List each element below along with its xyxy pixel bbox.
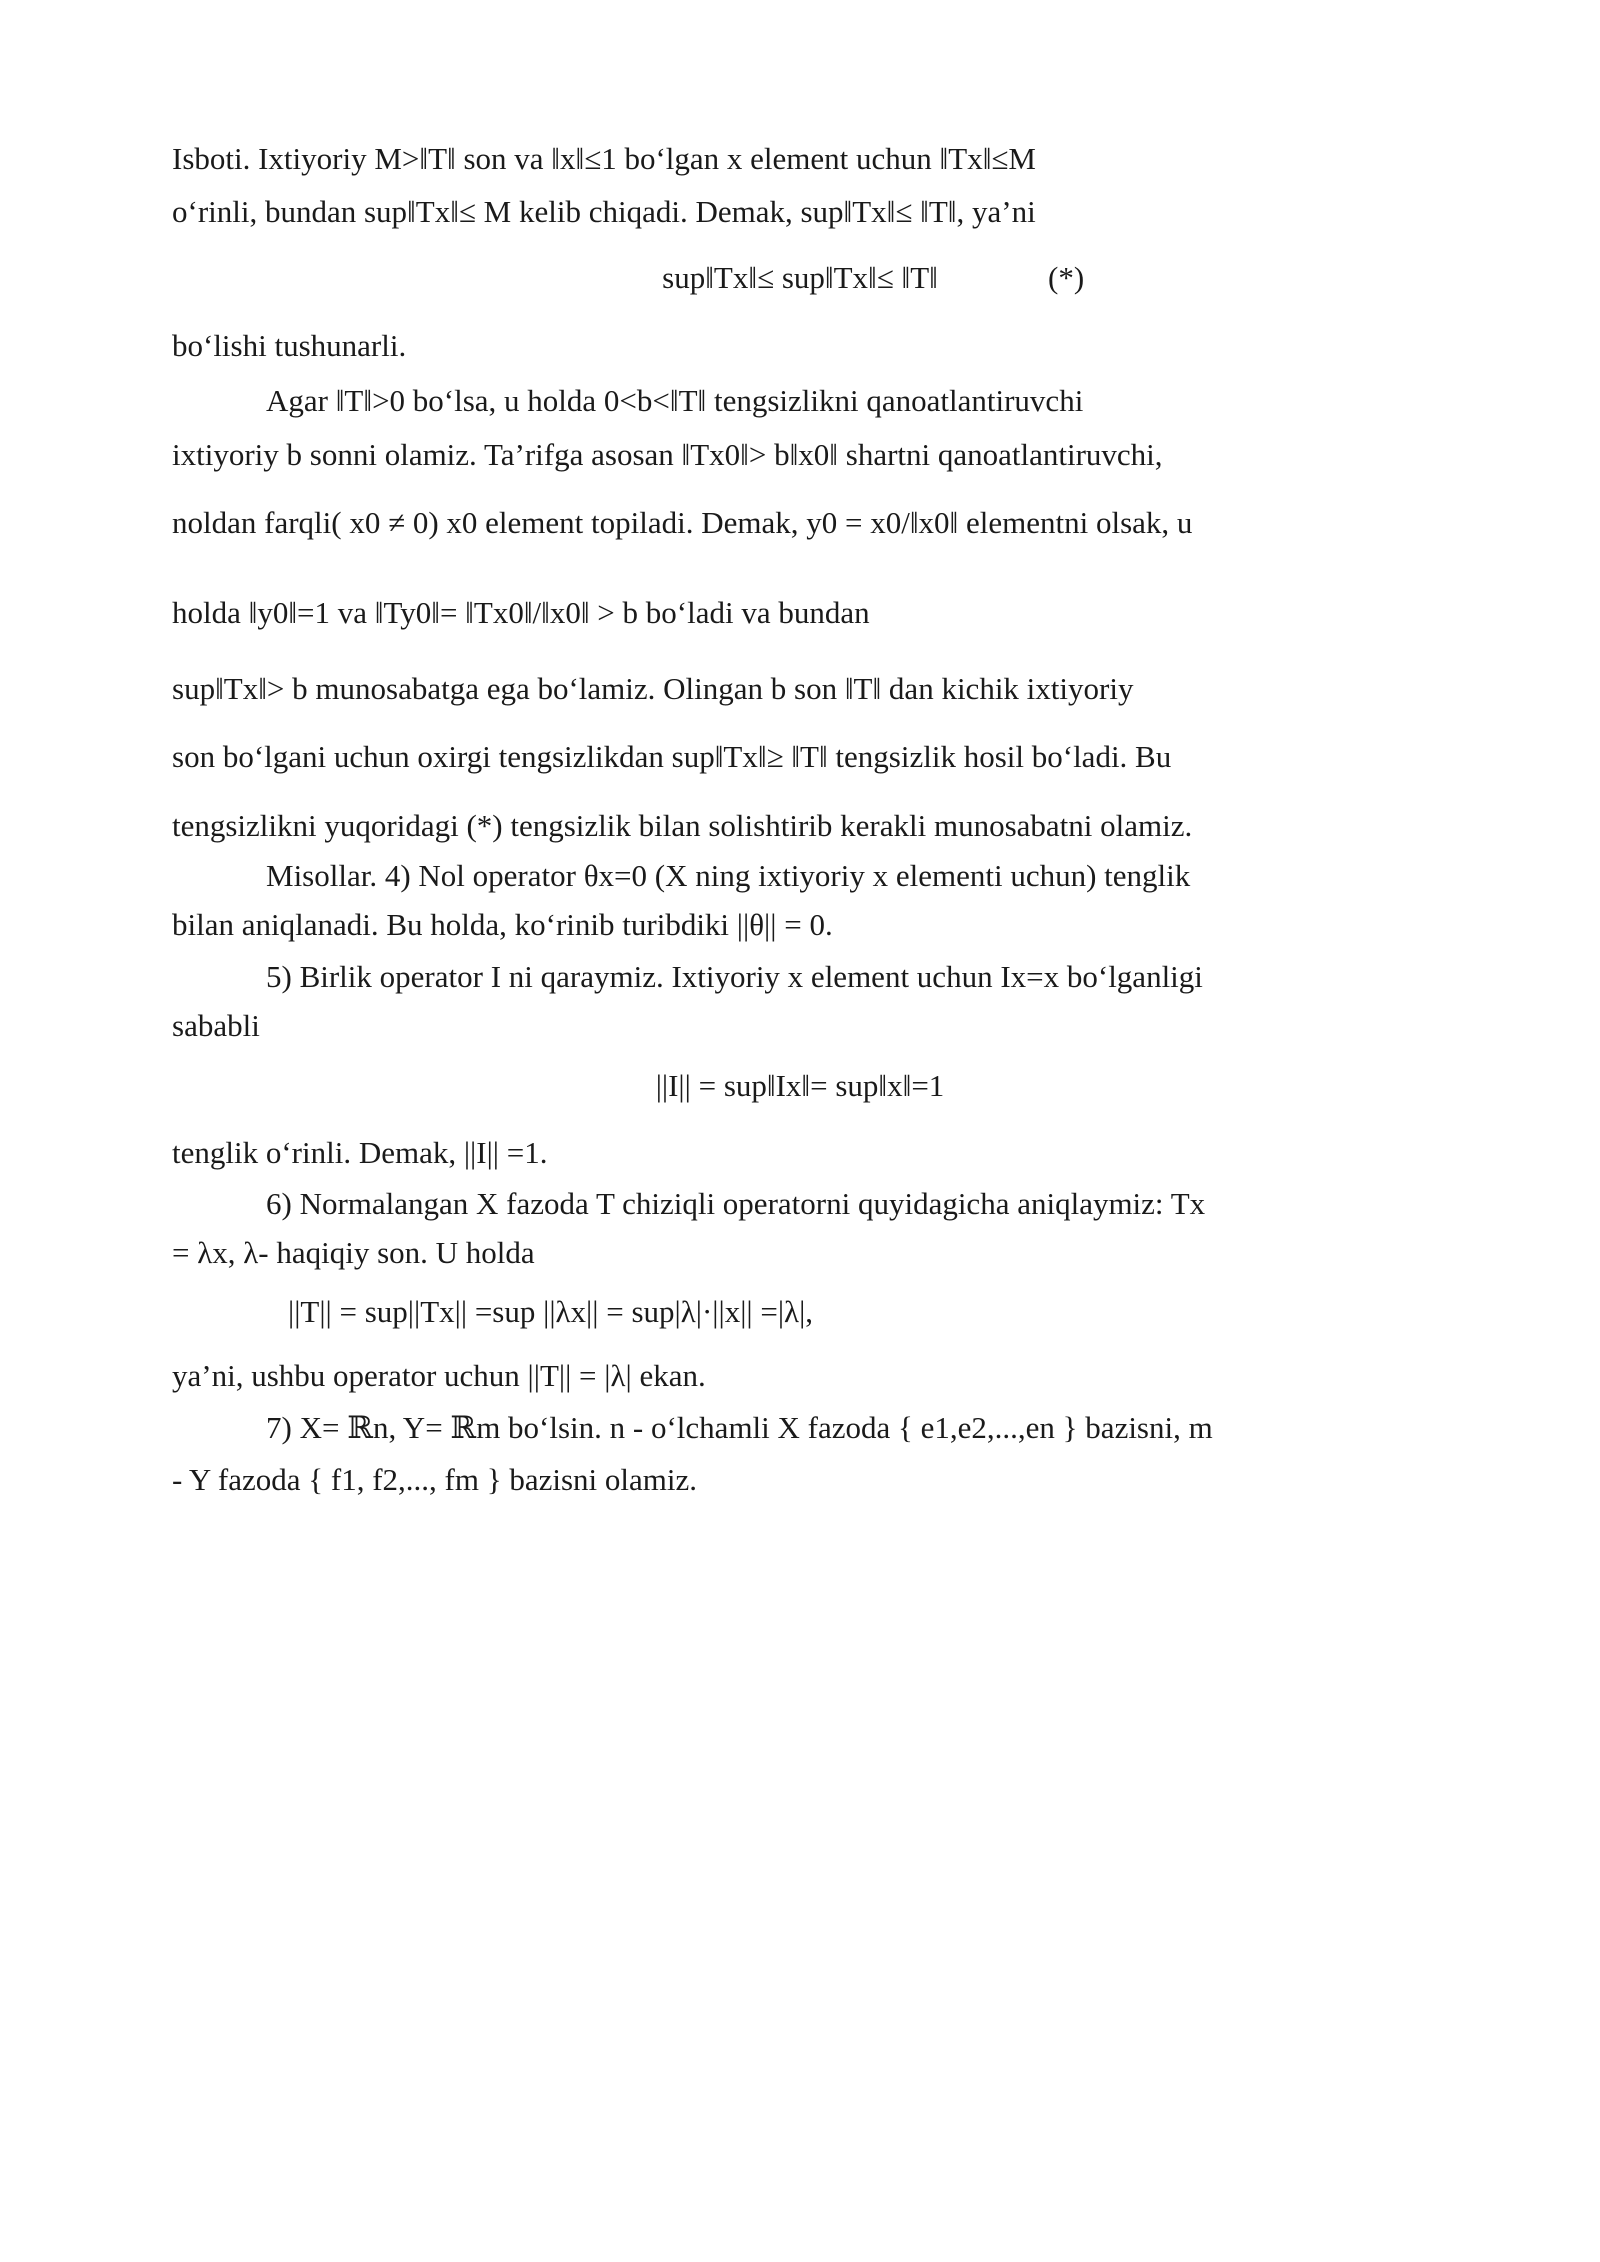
line-10: tengsizlikni yuqoridagi (*) tengsizlik bilan solishtirib kerakli munosabatni olamiz. bbox=[172, 808, 1193, 843]
line-20: - Y fazoda { f1, f2,..., fm } bazisni olamiz. bbox=[172, 1462, 698, 1497]
equation-star-body: sup‖Tx‖≤ sup‖Tx‖≤ ‖T‖ bbox=[662, 260, 938, 295]
line-7: holda ‖y0‖=1 va ‖Ty0‖= ‖Tx0‖/‖x0‖ > b bo‘ladi va bundan bbox=[172, 595, 870, 630]
line-19: 7) X= ℝn, Y= ℝm bo‘lsin. n - o‘lchamli X fazoda { e1,e2,...,en } bazisni, m bbox=[266, 1410, 1213, 1445]
equation-lambda-norm: ||T|| = sup||Tx|| =sup ||λx|| = sup|λ|·||x|| =|λ|, bbox=[288, 1294, 814, 1329]
line-12: bilan aniqlanadi. Bu holda, ko‘rinib turibdiki ||θ|| = 0. bbox=[172, 907, 833, 942]
equation-star-number: (*) bbox=[1048, 260, 1085, 295]
line-11: Misollar. 4) Nol operator θx=0 (X ning ixtiyoriy x elementi uchun) tenglik bbox=[266, 858, 1191, 893]
line-2: o‘rinli, bundan sup‖Tx‖≤ M kelib chiqadi. Demak, sup‖Tx‖≤ ‖T‖, ya’ni bbox=[172, 194, 1036, 229]
line-5: ixtiyoriy b sonni olamiz. Ta’rifga asosan ‖Tx0‖> b‖x0‖ shartni qanoatlantiruvchi, bbox=[172, 437, 1163, 472]
line-6: noldan farqli( x0 ≠ 0) x0 element topiladi. Demak, y0 = x0/‖x0‖ elementni olsak, u bbox=[172, 505, 1193, 540]
equation-star bbox=[0, 258, 1600, 298]
line-18: ya’ni, ushbu operator uchun ||T|| = |λ| ekan. bbox=[172, 1358, 706, 1393]
line-14: sababli bbox=[172, 1008, 260, 1043]
line-16: 6) Normalangan X fazoda T chiziqli operatorni quyidagicha aniqlaymiz: Tx bbox=[266, 1186, 1206, 1221]
line-1: Isboti. Ixtiyoriy M>‖T‖ son va ‖x‖≤1 bo‘lgan x element uchun ‖Tx‖≤M bbox=[172, 141, 1036, 176]
line-9: son bo‘lgani uchun oxirgi tengsizlikdan sup‖Tx‖≥ ‖T‖ tengsizlik hosil bo‘ladi. Bu bbox=[172, 739, 1172, 774]
line-13: 5) Birlik operator I ni qaraymiz. Ixtiyoriy x element uchun Ix=x bo‘lganligi bbox=[266, 959, 1203, 994]
line-8: sup‖Tx‖> b munosabatga ega bo‘lamiz. Olingan b son ‖T‖ dan kichik ixtiyoriy bbox=[172, 671, 1134, 706]
line-3: bo‘lishi tushunarli. bbox=[172, 328, 407, 363]
line-15: tenglik o‘rinli. Demak, ||I|| =1. bbox=[172, 1135, 548, 1170]
equation-identity-norm: ||I|| = sup‖Ix‖= sup‖x‖=1 bbox=[655, 1068, 945, 1103]
line-17: = λx, λ- haqiqiy son. U holda bbox=[172, 1235, 535, 1270]
line-4: Agar ‖T‖>0 bo‘lsa, u holda 0<b<‖T‖ tengsizlikni qanoatlantiruvchi bbox=[266, 383, 1084, 418]
